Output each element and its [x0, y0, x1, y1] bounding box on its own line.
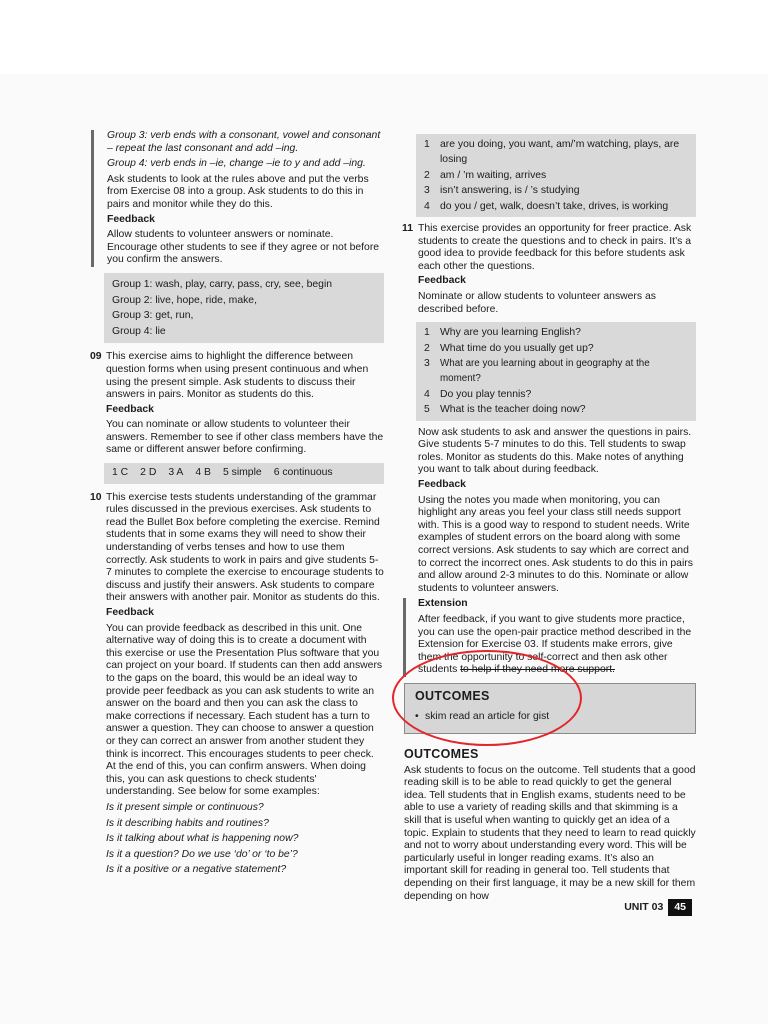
ex11-follow-up: [400, 427, 696, 596]
group-3-answer: Group 3: get, run,: [112, 310, 194, 322]
outcomes-box-title: OUTCOMES: [415, 688, 490, 703]
outcome-bullet: • skim read an article for gist: [415, 711, 685, 724]
answer-text: do you / get, walk, doesn’t take, drives, is working: [440, 200, 669, 212]
answer-number: 3: [424, 185, 430, 197]
left-column: [88, 130, 384, 877]
extension-body: After feedback, if you want to give students more practice, you can use the open-pair practice method described in the Extension for Exercise 03. If students make errors, give them the opportunity to self-correct and then ask other students: [418, 613, 692, 676]
answer-row: [424, 402, 688, 417]
feedback-label: Feedback: [418, 275, 466, 287]
answers-row: [112, 467, 376, 480]
answer-row: [424, 387, 688, 402]
page-number: 45: [668, 899, 692, 916]
feedback-label: Feedback: [107, 213, 155, 225]
answer-text: What are you learning about in geography at the moment?: [440, 358, 650, 385]
feedback-label: Feedback: [418, 479, 466, 490]
groups-answer-box: [104, 273, 384, 343]
rules-block: [91, 130, 384, 267]
answer-item: 4 B: [195, 467, 211, 479]
exercise-text: This exercise aims to highlight the difference between question forms when using present continuous and when using the present simple. Ask students to discuss their answers in pairs. Monitor as students do this.: [106, 351, 369, 401]
answer-row: [424, 168, 688, 183]
exercise-09: [88, 351, 384, 457]
ex09-answer-box: [104, 463, 384, 484]
answer-text: What is the teacher doing now?: [440, 404, 586, 416]
answer-text: am / ’m waiting, arrives: [440, 169, 547, 181]
feedback-label: Feedback: [106, 607, 154, 618]
outcomes-heading: OUTCOMES: [404, 747, 479, 762]
follow-up-text: Now ask students to ask and answer the questions in pairs. Give students 5-7 minutes to do this. Tell students to swap roles. Monitor as students do this. Make notes of anything you want to talk about during feedback.: [418, 426, 692, 476]
right-column: [400, 134, 696, 903]
exercise-number: 10: [90, 491, 102, 503]
exercise-number: 11: [402, 223, 413, 235]
exercise-10: [88, 492, 384, 877]
ex10-answer-box: [416, 134, 696, 217]
feedback-text: You can nominate or allow students to volunteer their answers. Remember to see if other class members have the same or different answer before confirming.: [106, 419, 384, 456]
answer-number: 4: [424, 200, 430, 212]
answer-number: 2: [424, 342, 430, 354]
unit-label: UNIT 03: [624, 901, 664, 913]
answer-row: [424, 137, 688, 168]
extension-struck-text: to help if they need more support.: [460, 664, 615, 676]
extension-text: [418, 614, 696, 677]
feedback-text: Allow students to volunteer answers or nominate. Encourage other students to see if they agree or not before you confirm the answers.: [107, 229, 380, 266]
answer-text: What time do you usually get up?: [440, 342, 594, 354]
answer-item: 5 simple: [222, 467, 262, 479]
group-2-answer: Group 2: live, hope, ride, make,: [112, 294, 257, 306]
outcomes-text: Ask students to focus on the outcome. Tell students that a good reading skill is to be able to read quickly to get the general idea. Tell students that in English exams, students need to be able to use a variety of reading skills and that skimming is a skill that is useful when wanting to quickly get an idea of a topic. Explain to students that they need to learn to read quickly and not to worry about understanding every word. This will be particularly useful in longer reading exams. It’s also an important skill for reading in general too. Tell students that depending on their first language, it may be a new skill for them depending on how: [404, 764, 696, 902]
check-question: Is it a question? Do we use ‘do’ or ‘to be’?: [106, 848, 298, 860]
answer-item: 6 continuous: [273, 467, 333, 479]
ex11-answer-box: [416, 322, 696, 420]
extension-label: Extension: [418, 598, 468, 610]
answer-number: 2: [424, 169, 430, 181]
rule-group-4: Group 4: verb ends in –ie, change –ie to y and add –ing.: [107, 158, 366, 170]
extension-block: [403, 598, 696, 677]
exercise-text: This exercise provides an opportunity for freer practice. Ask students to create the questions and to check in pairs. It’s a good idea to provide feedback for this before students ask each other the questions.: [418, 223, 692, 272]
exercise-number: 09: [90, 351, 102, 363]
group-1-answer: Group 1: wash, play, carry, pass, cry, see, begin: [112, 278, 333, 290]
outcomes-box: [404, 683, 696, 734]
exercise-11: [400, 223, 696, 316]
answer-row: [424, 325, 688, 340]
answer-row: [424, 341, 688, 356]
page-footer: [624, 899, 692, 916]
answer-number: 1: [424, 139, 430, 150]
check-question: Is it a positive or a negative statement?: [106, 864, 287, 876]
answer-number: 4: [424, 388, 430, 400]
group-4-answer: Group 4: lie: [112, 325, 166, 337]
answer-row: [424, 356, 688, 387]
answer-number: 5: [424, 404, 430, 416]
answer-text: are you doing, you want, am/’m watching, plays, are losing: [440, 139, 680, 166]
rule-group-3: Group 3: verb ends with a consonant, vowel and consonant – repeat the last consonant and add –ing.: [107, 130, 381, 154]
answer-item: 2 D: [140, 467, 157, 479]
check-question: Is it present simple or continuous?: [106, 801, 264, 813]
answer-row: [424, 199, 688, 214]
check-question: Is it describing habits and routines?: [106, 817, 269, 829]
exercise-text: This exercise tests students understanding of the grammar rules discussed in the previous exercises. Ask students to read the Bullet Box before completing the exercise. Remind students that in some exams they will need to show their understanding of verbs tenses and how to use them correctly. Ask students to work in pairs and give students 5-7 minutes to complete the exercise to encourage students to discuss and justify their answers. Ask students to compare their answers with another pair. Monitor as students do this.: [106, 491, 384, 604]
feedback-label: Feedback: [106, 403, 154, 415]
answer-number: 3: [424, 358, 430, 369]
answer-text: isn’t answering, is / ’s studying: [440, 185, 580, 197]
answer-row: [424, 183, 688, 198]
answer-text: Do you play tennis?: [440, 388, 532, 400]
rules-instruction: Ask students to look at the rules above and put the verbs from Exercise 08 into a group. Ask students to do this in pairs and monitor while they do this.: [107, 173, 369, 210]
check-question: Is it talking about what is happening now?: [106, 833, 299, 845]
answer-number: 1: [424, 327, 430, 339]
answer-text: Why are you learning English?: [440, 327, 581, 339]
answer-item: 3 A: [168, 467, 184, 479]
feedback-text: Nominate or allow students to volunteer answers as described before.: [418, 291, 656, 315]
feedback-text: Using the notes you made when monitoring, you can highlight any areas you feel your class still needs support with. This is a good way to respond to student needs. Write examples of student errors on the board along with some correct versions. Ask students to say which are correct and to correct the incorrect ones. Ask students to do this in pairs and allow around 2-3 minutes to do this. Nominate or allow students to volunteer answers.: [418, 494, 693, 594]
feedback-text: You can provide feedback as described in this unit. One alternative way of doing this is to create a document with this exercise or use the Presentation Plus software that you can project on your board. If students can then add answers to the gaps on the board, this would be an ideal way to provide peer feedback as you can ask students to write an answer on the board and then you can ask the class to make corrections if necessary. Each student has a turn to answer a question. They can choose to answer a question or they can correct an answer from another student they think is incorrect. This encourages students to peer check. At the end of this, you can confirm answers. When doing this, you can ask questions to check students' understanding. See below for some examples:: [106, 622, 383, 798]
answer-item: 1 C: [112, 467, 129, 479]
